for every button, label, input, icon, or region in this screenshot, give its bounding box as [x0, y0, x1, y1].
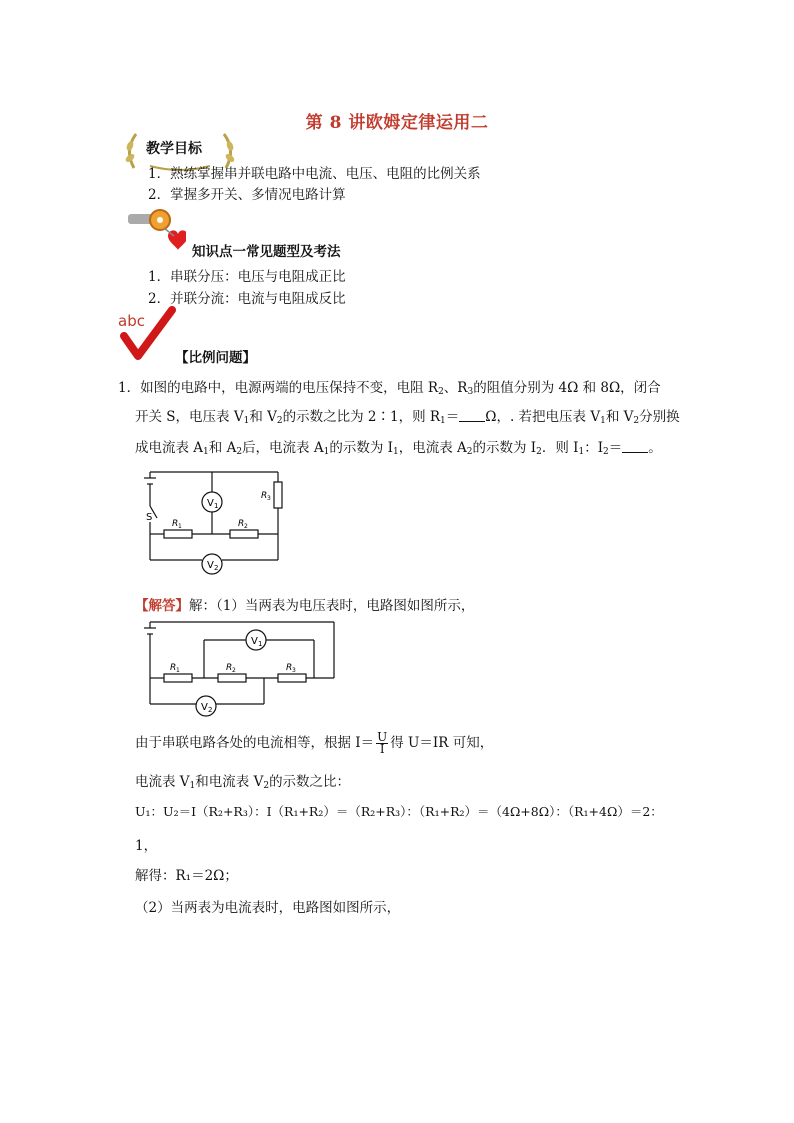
svg-text:3: 3 — [292, 667, 296, 674]
r1-label: R — [172, 519, 179, 529]
svg-text:R: R — [226, 663, 233, 673]
fraction: $\frac{U}{I}$ — [377, 730, 388, 756]
svg-text:1: 1 — [176, 667, 180, 674]
objectives-heading: 教学目标 — [146, 141, 202, 157]
v1-label: V — [207, 498, 214, 509]
svg-text:2: 2 — [232, 667, 236, 674]
svg-text:2: 2 — [208, 706, 213, 714]
svg-text:R: R — [286, 663, 293, 673]
page-title: 第 8 讲欧姆定律运用二 — [305, 113, 489, 133]
switch-label: S — [146, 512, 153, 523]
answer-line-a: 由于串联电路各处的电流相等，根据 I＝ $\frac{U}{I}$ 得 U＝IR 可知， — [135, 730, 494, 756]
question-line-3: 成电流表 $A_1$和 $A_2$后，电流表 $A_1$的示数为 $I_1$，电流表 $A_2$的示数为 $I_2$．则 $I_1$：$I_2=$ 。 — [135, 440, 662, 457]
objective-item: 1．熟练掌握串并联电路中电流、电压、电阻的比例关系 — [148, 166, 481, 182]
svg-text:2: 2 — [214, 564, 219, 572]
answer-tag: 【解答】 — [135, 598, 189, 614]
circuit-diagram-2 — [130, 618, 340, 722]
answer-part-2: （2）当两表为电流表时，电路图如图所示， — [135, 900, 401, 916]
question-line-1: 1．如图的电路中，电源两端的电压保持不变，电阻 $R_2$、$R_3$的阻值分别为 4Ω 和 8Ω，闭合 — [118, 380, 661, 397]
svg-text:1: 1 — [214, 502, 219, 510]
knowledge-item: 2．并联分流：电流与电阻成反比 — [148, 291, 346, 307]
answer-equation-1: U₁：U₂＝I（R₂+R₃）：I（R₁+R₂）＝（R₂+R₃）：（R₁+R₂）＝（4Ω+8Ω）：（R₁+4Ω）＝2： — [135, 804, 663, 819]
svg-text:V: V — [201, 702, 208, 713]
answer-equation-2: 1， — [135, 838, 158, 854]
knowledge-item: 1．串联分压：电压与电阻成正比 — [148, 269, 346, 285]
key-heart-icon — [124, 208, 186, 256]
svg-text:2: 2 — [244, 523, 248, 530]
question-number: 1． — [118, 380, 141, 396]
abc-check-icon — [116, 306, 176, 362]
r2-label: R — [238, 519, 245, 529]
objective-item: 2．掌握多开关、多情况电路计算 — [148, 187, 346, 203]
answer-blank — [459, 409, 485, 422]
knowledge-heading: 知识点一常见题型及考法 — [192, 244, 341, 260]
circuit-diagram-1 — [130, 466, 290, 580]
answer-intro: 【解答】解：（1）当两表为电压表时，电路图如图所示， — [135, 598, 475, 614]
svg-text:1: 1 — [258, 640, 263, 648]
abc-text: abc — [118, 312, 145, 330]
svg-text:1: 1 — [178, 523, 182, 530]
svg-text:R: R — [170, 663, 177, 673]
svg-text:3: 3 — [267, 495, 271, 502]
question-line-2: 开关 S，电压表 $V_1$和 $V_2$的示数之比为 2∶1，则 $R_1= \Omega$，. 若把电压表 $V_1$和 $V_2$分别换 — [135, 409, 680, 426]
answer-blank — [622, 440, 648, 453]
r3-label: R — [261, 491, 268, 501]
section-heading: 【比例问题】 — [175, 350, 256, 366]
svg-text:V: V — [251, 636, 258, 647]
v2-label: V — [207, 560, 214, 571]
answer-solution: 解得：R₁＝2Ω； — [135, 868, 238, 884]
answer-line-b: 电流表 $V_1$和电流表 $V_2$的示数之比： — [135, 774, 351, 791]
